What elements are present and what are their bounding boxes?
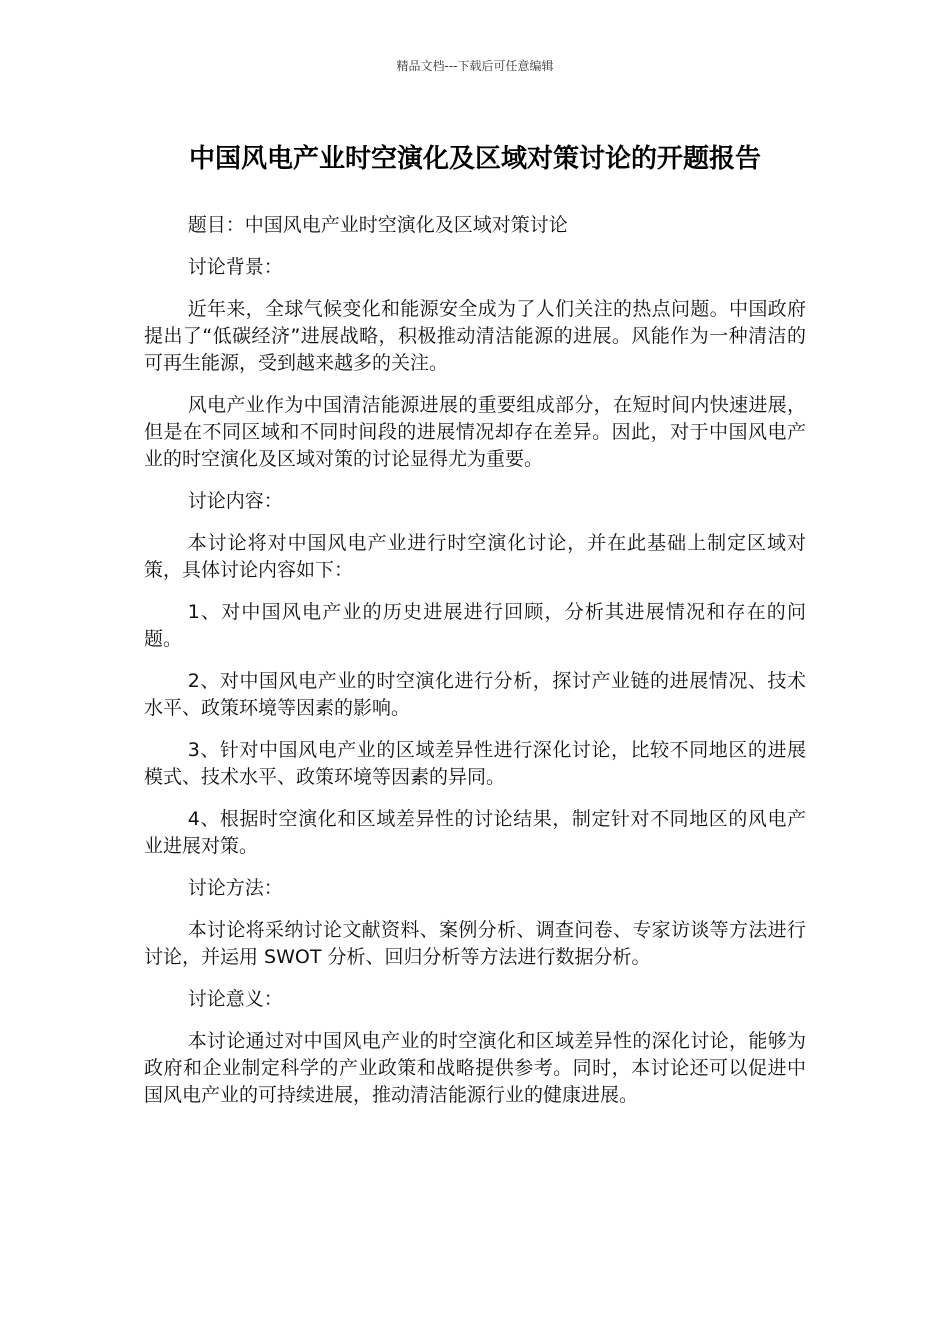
content-item-4: 4、根据时空演化和区域差异性的讨论结果，制定针对不同地区的风电产业进展对策。 — [144, 808, 806, 857]
section-heading-method: 讨论方法： — [187, 877, 283, 899]
section-heading-background: 讨论背景： — [187, 256, 283, 278]
header-note: 精品文档---下载后可任意编辑 — [396, 59, 554, 73]
section-heading-content: 讨论内容： — [187, 490, 283, 512]
content-item-3: 3、针对中国风电产业的区域差异性进行深化讨论，比较不同地区的进展模式、技术水平、政策环境等因素的异同。 — [144, 739, 806, 788]
significance-paragraph: 本讨论通过对中国风电产业的时空演化和区域差异性的深化讨论，能够为政府和企业制定科学的产业政策和战略提供参考。同时，本讨论还可以促进中国风电产业的可持续进展，推动清洁能源行业的健康进展。 — [144, 1030, 806, 1106]
topic-line: 题目：中国风电产业时空演化及区域对策讨论 — [187, 214, 568, 236]
background-paragraph-1: 近年来，全球气候变化和能源安全成为了人们关注的热点问题。中国政府提出了“低碳经济”进展战略，积极推动清洁能源的进展。风能作为一种清洁的可再生能源，受到越来越多的关注。 — [144, 298, 806, 374]
content-item-2: 2、对中国风电产业的时空演化进行分析，探讨产业链的进展情况、技术水平、政策环境等因素的影响。 — [144, 670, 806, 719]
section-heading-significance: 讨论意义： — [187, 988, 283, 1010]
document-title: 中国风电产业时空演化及区域对策讨论的开题报告 — [188, 144, 761, 174]
method-paragraph: 本讨论将采纳讨论文献资料、案例分析、调查问卷、专家访谈等方法进行讨论，并运用 SWOT 分析、回归分析等方法进行数据分析。 — [144, 919, 806, 968]
content-intro-paragraph: 本讨论将对中国风电产业进行时空演化讨论，并在此基础上制定区域对策，具体讨论内容如下： — [144, 532, 806, 581]
document-body — [144, 212, 806, 1124]
background-paragraph-2: 风电产业作为中国清洁能源进展的重要组成部分，在短时间内快速进展，但是在不同区域和不同时间段的进展情况却存在差异。因此，对于中国风电产业的时空演化及区域对策的讨论显得尤为重要。 — [144, 394, 806, 470]
content-item-1: 1、对中国风电产业的历史进展进行回顾，分析其进展情况和存在的问题。 — [144, 601, 806, 650]
